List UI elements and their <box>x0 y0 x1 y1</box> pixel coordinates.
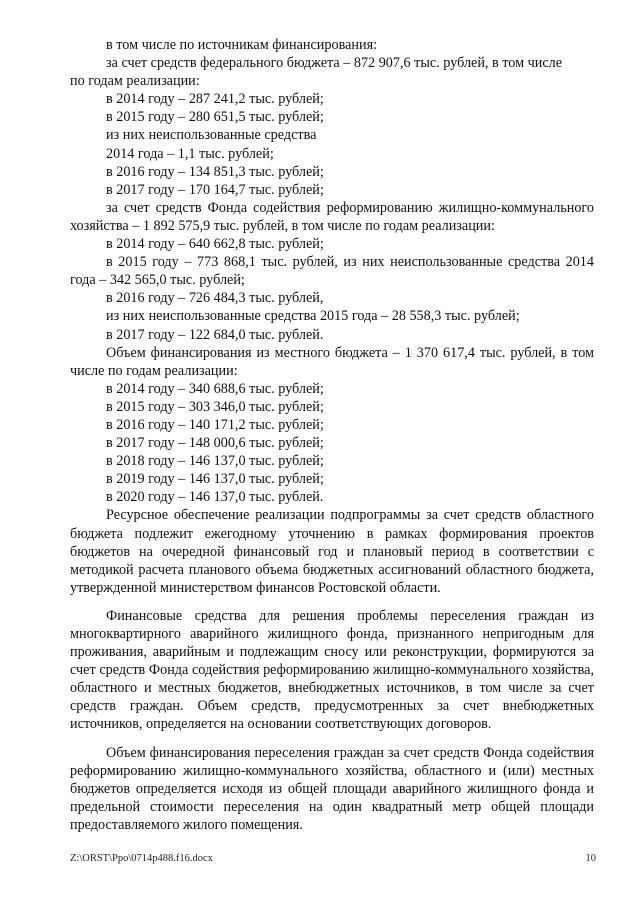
text-line: в 2017 году – 122 684,0 тыс. рублей. <box>106 326 324 343</box>
text-line: 2014 года – 1,1 тыс. рублей; <box>106 145 274 162</box>
resource-paragraph: Ресурсное обеспечение реализации подпрограммы за счет средств областного бюджета подлежит ежегодному уточнению в рамках формирования проектов бюджетов на очередной финансовый год и плановый период в соответствии с методикой расчета планового объема бюджетных ассигнований областного бюджета, утвержденной министерством финансов Ростовской области. <box>70 507 594 596</box>
local-budget-paragraph: Объем финансирования из местного бюджета – 1 370 617,4 тыс. рублей, в том числе по годам реализации: <box>70 344 594 379</box>
text-line: в 2016 году – 726 484,3 тыс. рублей, <box>106 290 324 307</box>
file-path: Z:\ORST\Ppo\0714p488.f16.docx <box>70 853 213 864</box>
text-line: из них неиспользованные средства 2015 года – 28 558,3 тыс. рублей; <box>106 308 520 325</box>
text-line: в 2017 году – 148 000,6 тыс. рублей; <box>106 435 324 452</box>
fund-paragraph: за счет средств Фонда содействия реформированию жилищно-коммунального хозяйства – 1 892 575,9 тыс. рублей, в том числе по годам реализации: <box>70 199 594 234</box>
text-line: в 2014 году – 640 662,8 тыс. рублей; <box>106 236 324 253</box>
text-line: в 2015 году – 303 346,0 тыс. рублей; <box>106 398 324 415</box>
funds-paragraph: Финансовые средства для решения проблемы переселения граждан из многоквартирного аварийного жилищного фонда, признанного непригодным для проживания, аварийным и подлежащим сносу или реконструкции, формируются за счет средств Фонда содействия реформированию жилищно-коммунального хозяйства, областного и местных бюджетов, внебюджетных источников, в том числе за счет средств граждан. Объем средств, предусмотренных за счет внебюджетных источников, определяется на основании соответствующих договоров. <box>70 607 594 733</box>
volume-paragraph: Объем финансирования переселения граждан за счет средств Фонда содействия реформированию жилищно-коммунального хозяйства, областного и (или) местных бюджетов определяется исходя из общей площади аварийного жилищного фонда и предельной стоимости переселения на один квадратный метр общей площади предоставляемого жилого помещения. <box>70 744 594 833</box>
text-line: в 2019 году – 146 137,0 тыс. рублей; <box>106 471 324 488</box>
text-line: в 2016 году – 134 851,3 тыс. рублей; <box>106 163 324 180</box>
page-number: 10 <box>585 853 596 864</box>
text-line: в 2016 году – 140 171,2 тыс. рублей; <box>106 416 324 433</box>
text-line: в 2017 году – 170 164,7 тыс. рублей; <box>106 181 324 198</box>
text-line: в 2015 году – 280 651,5 тыс. рублей; <box>106 109 324 126</box>
text-line: из них неиспользованные средства <box>106 127 317 144</box>
text-line: в 2020 году – 146 137,0 тыс. рублей. <box>106 489 324 506</box>
text-line: за счет средств федерального бюджета – 872 907,6 тыс. рублей, в том числе <box>106 55 563 72</box>
year-2015-paragraph: в 2015 году – 773 868,1 тыс. рублей, из них неиспользованные средства 2014 года – 342 565,0 тыс. рублей; <box>70 254 594 289</box>
text-line: в том числе по источникам финансирования: <box>106 37 378 53</box>
text-line: в 2014 году – 340 688,6 тыс. рублей; <box>106 380 324 397</box>
document-body <box>70 36 594 834</box>
text-line: по годам реализации: <box>70 73 200 90</box>
text-line: в 2014 году – 287 241,2 тыс. рублей; <box>106 91 324 108</box>
text-line: в 2018 году – 146 137,0 тыс. рублей; <box>106 453 324 470</box>
